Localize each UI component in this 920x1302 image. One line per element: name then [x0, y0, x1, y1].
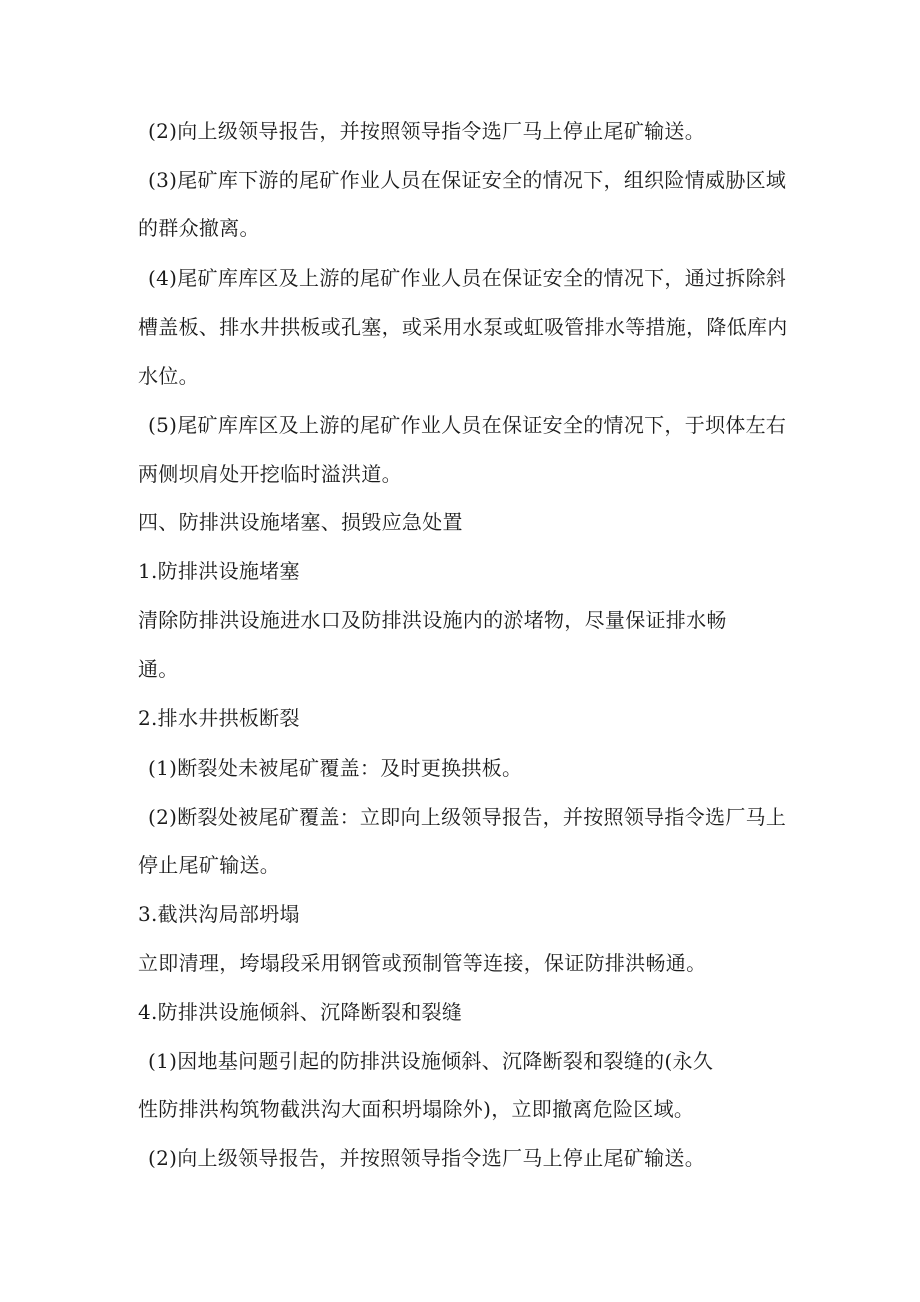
subheading-4: 4.防排洪设施倾斜、沉降断裂和裂缝 — [138, 1000, 463, 1024]
paragraph-tilt-2: (2)向上级领导报告，并按照领导指令选厂马上停止尾矿输送。 — [148, 1146, 706, 1170]
paragraph-collapse: 立即清理，垮塌段采用钢管或预制管等连接，保证防排洪畅通。 — [138, 951, 707, 975]
paragraph-item-5-cont: 两侧坝肩处开挖临时溢洪道。 — [138, 462, 402, 486]
paragraph-tilt-1: (1)因地基问题引起的防排洪设施倾斜、沉降断裂和裂缝的(永久 — [148, 1049, 714, 1073]
subheading-1: 1.防排洪设施堵塞 — [138, 559, 300, 583]
paragraph-item-2: (2)向上级领导报告，并按照领导指令选厂马上停止尾矿输送。 — [148, 119, 706, 143]
paragraph-fracture-1: (1)断裂处未被尾矿覆盖：及时更换拱板。 — [148, 756, 523, 780]
paragraph-item-4-cont: 槽盖板、排水井拱板或孔塞，或采用水泵或虹吸管排水等措施，降低库内 — [138, 315, 788, 339]
paragraph-item-4: (4)尾矿库库区及上游的尾矿作业人员在保证安全的情况下，通过拆除斜 — [148, 266, 787, 290]
paragraph-fracture-2: (2)断裂处被尾矿覆盖：立即向上级领导报告，并按照领导指令选厂马上 — [148, 805, 787, 829]
subheading-3: 3.截洪沟局部坍塌 — [138, 902, 300, 926]
paragraph-tilt-1-cont: 性防排洪构筑物截洪沟大面积坍塌除外)，立即撤离危险区域。 — [138, 1097, 695, 1121]
subheading-2: 2.排水井拱板断裂 — [138, 706, 300, 730]
paragraph-fracture-2-cont: 停止尾矿输送。 — [138, 853, 281, 877]
paragraph-item-4-cont2: 水位。 — [138, 364, 199, 388]
paragraph-clear-blockage: 清除防排洪设施进水口及防排洪设施内的淤堵物，尽量保证排水畅 — [138, 608, 727, 632]
paragraph-item-3-cont: 的群众撤离。 — [138, 216, 260, 240]
paragraph-item-5: (5)尾矿库库区及上游的尾矿作业人员在保证安全的情况下，于坝体左右 — [148, 413, 787, 437]
section-heading-4: 四、防排洪设施堵塞、损毁应急处置 — [138, 510, 463, 534]
paragraph-item-3: (3)尾矿库下游的尾矿作业人员在保证安全的情况下，组织险情威胁区域 — [148, 168, 787, 192]
paragraph-clear-blockage-cont: 通。 — [138, 657, 179, 681]
